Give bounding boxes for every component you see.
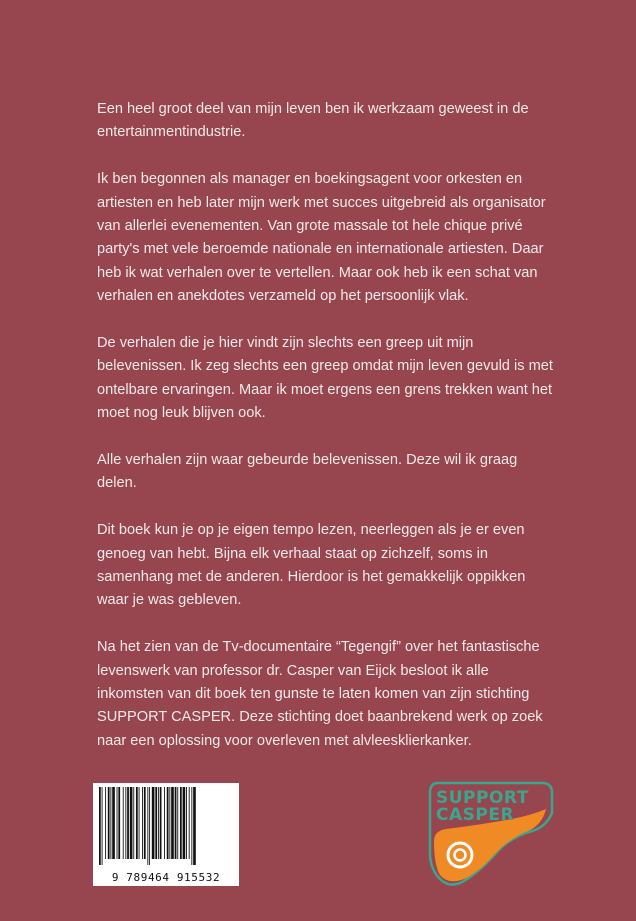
barcode-bar bbox=[183, 787, 186, 859]
barcode-bar bbox=[142, 787, 143, 859]
barcode-bar bbox=[112, 787, 115, 859]
barcode-bar bbox=[180, 787, 182, 859]
blurb-text bbox=[97, 98, 559, 777]
barcode-bar bbox=[105, 787, 106, 859]
barcode-bar bbox=[167, 787, 169, 859]
barcode-bar bbox=[152, 787, 155, 859]
blurb-paragraph-5: Dit boek kun je op je eigen tempo lezen, neerleggen als je er even genoeg van hebt. Bijna elk verhaal staat op zichzelf, soms in samenhang met de anderen. Hierdoor is het gemakkelijk oppikken waar je was gebleven. bbox=[97, 522, 526, 609]
barcode-bar bbox=[125, 787, 126, 859]
barcode-bar bbox=[171, 787, 174, 859]
barcode-bar bbox=[149, 787, 150, 865]
barcode-bar bbox=[164, 787, 165, 859]
isbn-number: 9 789464 915532 bbox=[111, 871, 221, 884]
barcode-bar bbox=[136, 787, 138, 859]
logo-text-casper: CASPER bbox=[436, 805, 515, 825]
logo-text-support: SUPPORT bbox=[436, 788, 529, 808]
barcode-bar bbox=[110, 787, 111, 859]
barcode-bar bbox=[108, 787, 110, 859]
barcode-bar bbox=[189, 787, 190, 859]
blurb-paragraph-1: Een heel groot deel van mijn leven ben ik werkzaam geweest in de entertainmentindustrie. bbox=[97, 101, 529, 141]
barcode-bar bbox=[133, 787, 134, 859]
barcode-bar bbox=[144, 787, 146, 859]
barcode-bar bbox=[155, 787, 157, 859]
barcode-bar bbox=[158, 787, 159, 859]
isbn-barcode bbox=[93, 783, 239, 886]
barcode-bar bbox=[191, 787, 192, 865]
support-casper-logo bbox=[424, 779, 556, 889]
barcode-bar bbox=[118, 787, 120, 859]
blurb-paragraph-6: Na het zien van de Tv-documentaire “Tegengif” over het fantastische levenswerk van professor dr. Casper van Eijck besloot ik alle inkomsten van dit boek ten gunste te laten komen van zijn stichting SUPPORT CASPER. Deze stichting doet baanbrekend werk op zoek naar een oplossing voor overleven met alvleesklierkanker. bbox=[97, 639, 543, 749]
barcode-bar bbox=[147, 787, 148, 865]
barcode-bar bbox=[175, 787, 177, 859]
barcode-bar bbox=[127, 787, 129, 859]
barcode-bar bbox=[117, 787, 118, 859]
blurb-paragraph-2: Ik ben begonnen als manager en boekingsagent voor orkesten en artiesten en heb later mijn werk met succes uitgebreid als organisator van allerlei evenementen. Van grote massale tot hele chique privé party's met vele beroemde nationale en internationale artiesten. Daar heb ik wat verhalen over te vertellen. Maar ook heb ik een schat van verhalen en anekdotes verzameld op het persoonlijk vlak. bbox=[97, 171, 546, 305]
blurb-paragraph-4: Alle verhalen zijn waar gebeurde belevenissen. Deze wil ik graag delen. bbox=[97, 452, 518, 492]
barcode-bar bbox=[193, 787, 196, 865]
barcode-bar bbox=[160, 787, 162, 859]
barcode-bar bbox=[169, 787, 170, 859]
barcode-bars bbox=[98, 787, 234, 865]
barcode-bar bbox=[99, 787, 101, 865]
barcode-bar bbox=[177, 787, 178, 859]
blurb-paragraph-3: De verhalen die je hier vindt zijn slechts een greep uit mijn belevenissen. Ik zeg slechts een greep omdat mijn leven gevuld is met ontelbare ervaringen. Maar ik moet ergens een grens trekken want het moet nog leuk blijven ook. bbox=[97, 335, 553, 422]
barcode-bar bbox=[102, 787, 103, 865]
barcode-bar bbox=[130, 787, 133, 859]
barcode-bar bbox=[186, 787, 187, 859]
barcode-bar bbox=[139, 787, 140, 859]
barcode-bar bbox=[123, 787, 124, 859]
